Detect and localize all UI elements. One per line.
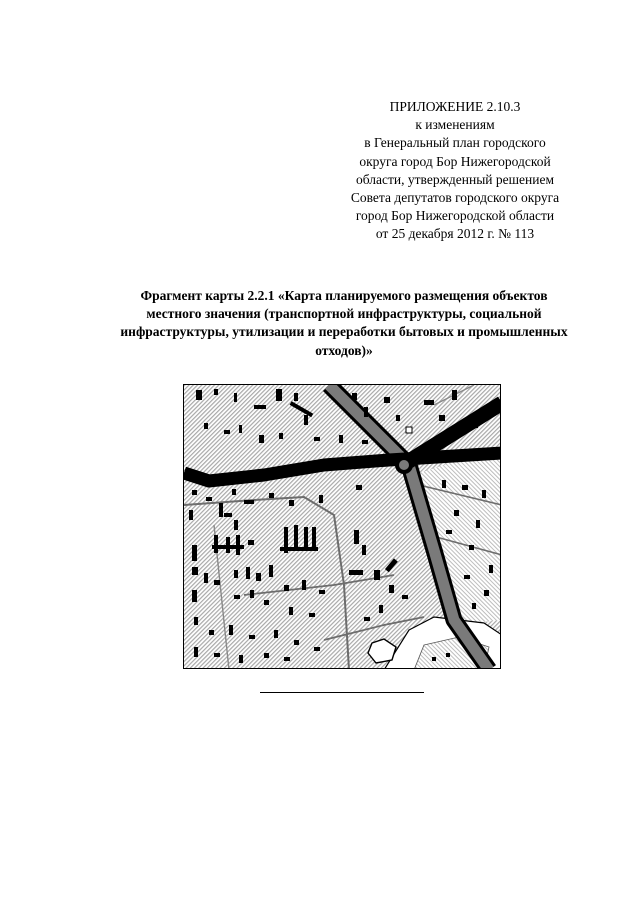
junction-fill — [399, 460, 409, 470]
appendix-line: ПРИЛОЖЕНИЕ 2.10.3 — [389, 99, 521, 114]
marker — [406, 427, 412, 433]
title-line: инфраструктуры, утилизации и переработки бытовых и промышленных — [120, 324, 568, 340]
map-image — [184, 385, 501, 669]
appendix-line: округа город Бор Нижегородской — [359, 153, 551, 169]
map-fragment — [183, 384, 501, 669]
map-fragment-title — [96, 287, 592, 360]
title-line: Фрагмент карты 2.2.1 «Карта планируемого размещения объектов — [140, 288, 548, 303]
appendix-line: город Бор Нижегородской области — [355, 208, 555, 224]
title-line: отходов)» — [315, 342, 373, 358]
appendix-line: Совета депутатов городского округа — [350, 190, 560, 206]
divider-line — [260, 692, 424, 693]
appendix-block — [330, 98, 580, 244]
appendix-line: области, утвержденный решением — [356, 171, 554, 187]
appendix-line: к изменениям — [415, 117, 495, 133]
title-line: местного значения (транспортной инфраструктуры, социальной — [146, 306, 542, 322]
appendix-line: в Генеральный план городского — [364, 135, 546, 151]
appendix-line: от 25 декабря 2012 г. № 113 — [375, 226, 535, 242]
